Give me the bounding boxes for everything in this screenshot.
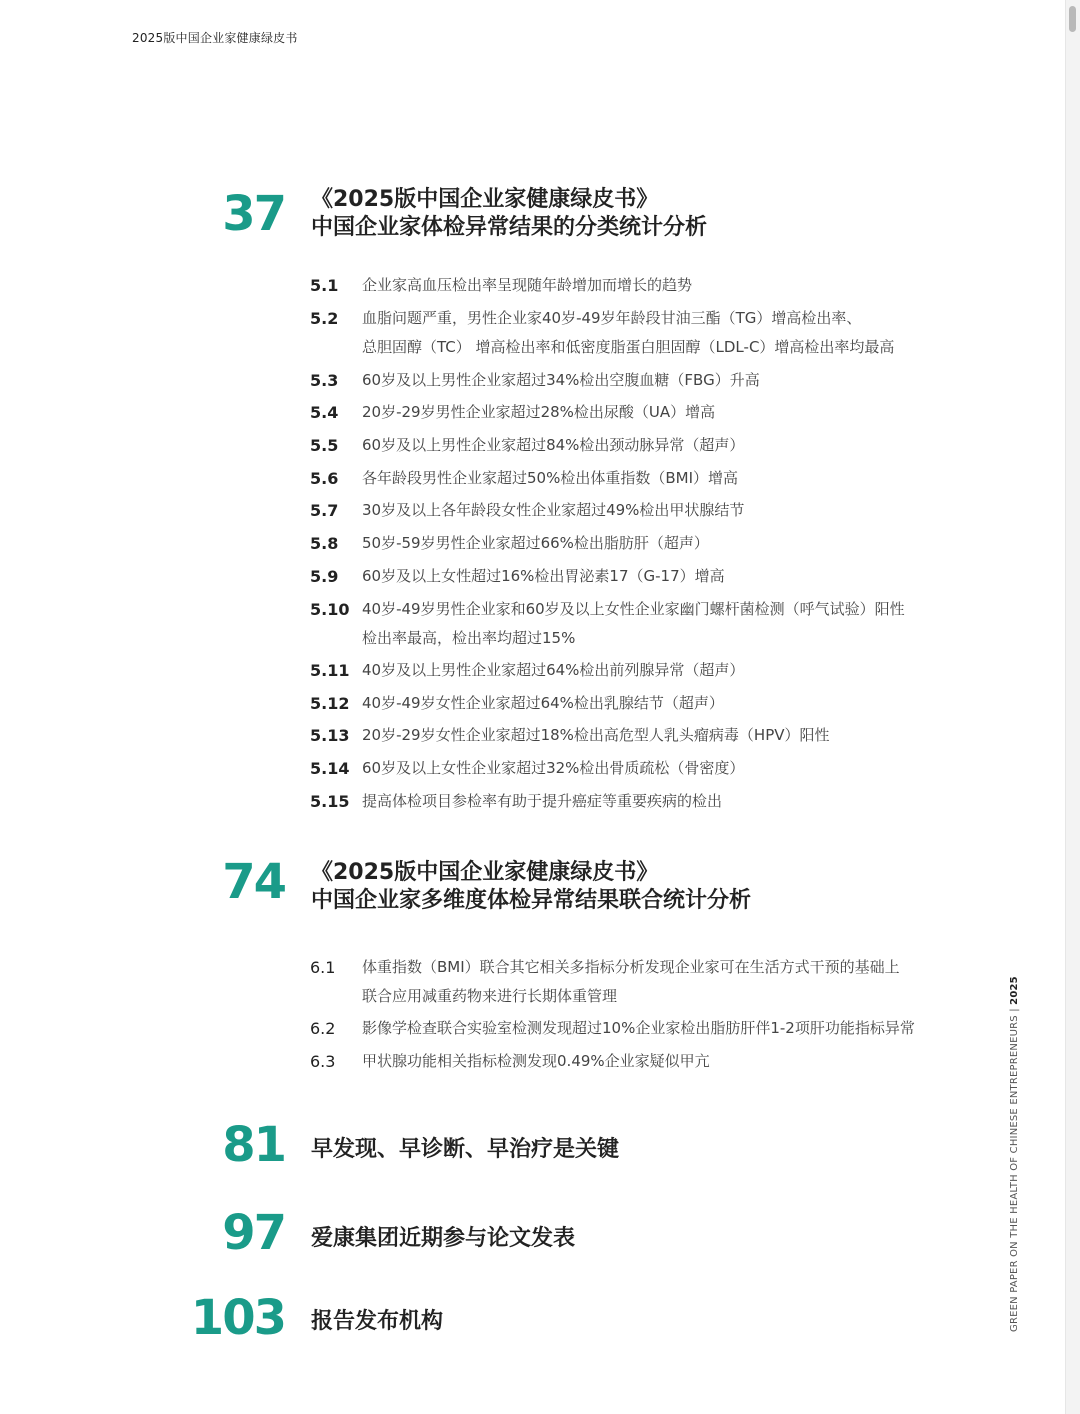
toc-item-link[interactable]: 40岁-49岁男性企业家和60岁及以上女性企业家幽门螺杆菌检测（呼气试验）阳性 [362,600,905,618]
item-number: 5.9 [310,567,339,586]
item-number: 5.4 [310,403,339,422]
toc-item-link[interactable]: 60岁及以上男性企业家超过84%检出颈动脉异常（超声） [362,436,745,454]
toc-item-link-continued[interactable]: 总胆固醇（TC） 增高检出率和低密度脂蛋白胆固醇（LDL-C）增高检出率均最高 [362,338,895,356]
item-number: 6.3 [310,1052,336,1071]
side-text-title: GREEN PAPER ON THE HEALTH OF CHINESE ENTREPRENEURS | [1009,1004,1020,1332]
section-title-37-line2: 中国企业家体检异常结果的分类统计分析 [311,215,708,240]
item-number: 5.15 [310,792,350,811]
toc-item-link[interactable]: 60岁及以上女性超过16%检出胃泌素17（G-17）增高 [362,567,725,585]
item-number: 5.12 [310,694,350,713]
toc-item-link-continued[interactable]: 检出率最高，检出率均超过15% [362,629,576,647]
item-number: 5.5 [310,436,339,455]
toc-item-link[interactable]: 甲状腺功能相关指标检测发现0.49%企业家疑似甲亢 [362,1052,710,1070]
toc-item-link[interactable]: 影像学检查联合实验室检测发现超过10%企业家检出脂肪肝伴1-2项肝功能指标异常 [362,1019,915,1037]
toc-item-link[interactable]: 各年龄段男性企业家超过50%检出体重指数（BMI）增高 [362,469,738,487]
item-number: 5.14 [310,759,350,778]
toc-item-link[interactable]: 30岁及以上各年龄段女性企业家超过49%检出甲状腺结节 [362,501,745,519]
item-number: 6.1 [310,958,336,977]
item-number: 5.10 [310,600,350,619]
section-title-81[interactable]: 早发现、早诊断、早治疗是关键 [311,1137,620,1162]
section-page-number-74[interactable]: 74 [222,854,285,910]
item-number: 5.1 [310,276,339,295]
side-running-text [1009,976,1020,1332]
toc-item-link[interactable]: 20岁-29岁男性企业家超过28%检出尿酸（UA）增高 [362,403,716,421]
toc-item-link[interactable]: 60岁及以上女性企业家超过32%检出骨质疏松（骨密度） [362,759,745,777]
item-number: 5.2 [310,309,339,328]
section-title-97[interactable]: 爱康集团近期参与论文发表 [311,1226,576,1251]
toc-item-link-continued[interactable]: 联合应用减重药物来进行长期体重管理 [362,987,618,1005]
section-title-37-line1: 《2025版中国企业家健康绿皮书》 [311,187,659,212]
item-number: 5.13 [310,726,350,745]
section-page-number-103[interactable]: 103 [190,1290,285,1346]
section-title-74-line2: 中国企业家多维度体检异常结果联合统计分析 [311,888,752,913]
side-text-year: 2025 [1009,976,1020,1005]
toc-item-link[interactable]: 提高体检项目参检率有助于提升癌症等重要疾病的检出 [362,792,723,810]
toc-item-link[interactable]: 血脂问题严重，男性企业家40岁-49岁年龄段甘油三酯（TG）增高检出率、 [362,309,862,327]
toc-item-link[interactable]: 企业家高血压检出率呈现随年龄增加而增长的趋势 [362,276,693,294]
header-title: 2025版中国企业家健康绿皮书 [132,31,298,45]
item-number: 6.2 [310,1019,336,1038]
toc-item-link[interactable]: 40岁-49岁女性企业家超过64%检出乳腺结节（超声） [362,694,724,712]
section-page-number-81[interactable]: 81 [222,1117,285,1173]
scrollbar[interactable] [1065,0,1080,1414]
section-page-number-97[interactable]: 97 [222,1205,285,1261]
item-number: 5.6 [310,469,339,488]
toc-item-link[interactable]: 40岁及以上男性企业家超过64%检出前列腺异常（超声） [362,661,745,679]
item-number: 5.3 [310,371,339,390]
section-title-74-line1: 《2025版中国企业家健康绿皮书》 [311,860,659,885]
item-number: 5.7 [310,501,339,520]
item-number: 5.11 [310,661,350,680]
toc-item-link[interactable]: 20岁-29岁女性企业家超过18%检出高危型人乳头瘤病毒（HPV）阳性 [362,726,830,744]
toc-item-link[interactable]: 60岁及以上男性企业家超过34%检出空腹血糖（FBG）升高 [362,371,760,389]
scrollbar-thumb[interactable] [1069,6,1076,32]
section-title-103[interactable]: 报告发布机构 [311,1309,444,1334]
section-page-number-37[interactable]: 37 [222,186,285,242]
item-number: 5.8 [310,534,339,553]
toc-item-link[interactable]: 50岁-59岁男性企业家超过66%检出脂肪肝（超声） [362,534,709,552]
toc-item-link[interactable]: 体重指数（BMI）联合其它相关多指标分析发现企业家可在生活方式干预的基础上 [362,958,900,976]
